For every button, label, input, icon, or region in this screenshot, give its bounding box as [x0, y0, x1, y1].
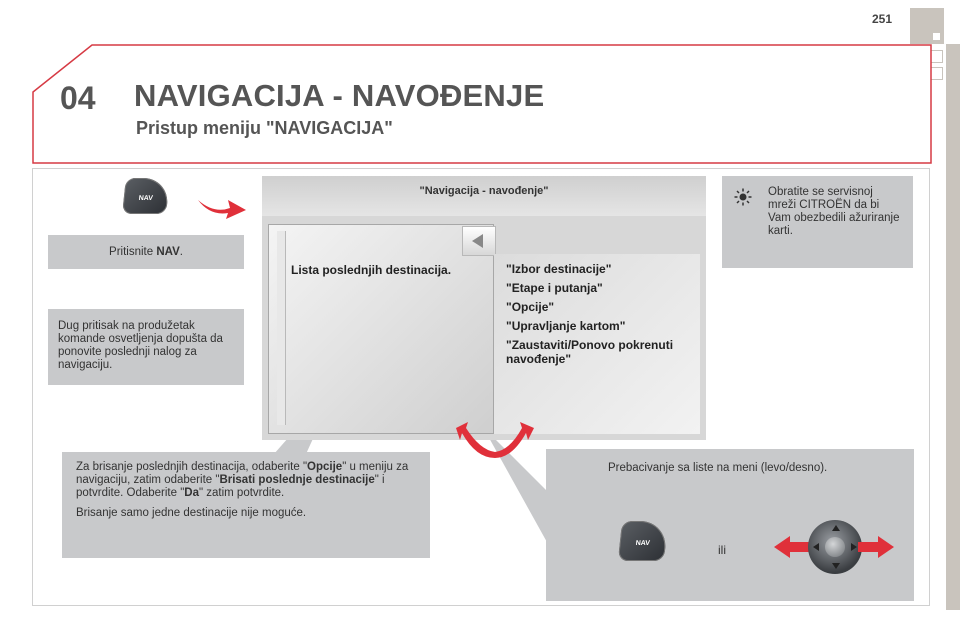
- joystick-center: [825, 537, 845, 557]
- list-scroll-strip[interactable]: [277, 231, 286, 425]
- nav-display-screen: [262, 176, 706, 440]
- joystick-right-icon: [851, 543, 857, 551]
- back-arrow-icon: [472, 234, 483, 248]
- map-update-text: Obratite se servisnoj mreži CITROËN da bi Vam obezbedili ažuriranje karti.: [768, 186, 900, 237]
- press-suffix: .: [179, 246, 183, 258]
- delete-text-2: " u meniju za navigaciju, zatim odaberite ": [76, 461, 409, 486]
- joystick-up-icon: [832, 525, 840, 531]
- chapter-number: 04: [60, 80, 96, 116]
- recent-destinations-label: Lista poslednjih destinacija.: [291, 263, 452, 277]
- delete-note: Brisanje samo jedne destinacije nije moguće.: [76, 507, 307, 519]
- curved-arrow-right-icon: [196, 190, 248, 220]
- note-switch-list-menu: [546, 449, 914, 601]
- joystick-control-icon: [808, 520, 862, 574]
- delete-bold-3: Da: [184, 487, 199, 499]
- menu-item-map-management[interactable]: "Upravljanje kartom": [506, 319, 626, 333]
- menu-item-stop-resume-guidance[interactable]: "Zaustaviti/Ponovo pokrenuti navođenje": [506, 338, 674, 366]
- chapter-subtitle: Pristup meniju "NAVIGACIJA": [136, 118, 393, 138]
- navigation-menu: [494, 254, 700, 434]
- nav-button-label: NAV: [635, 540, 651, 547]
- side-bar: [946, 44, 960, 610]
- corner-tab: [910, 8, 944, 44]
- screen-title: "Navigacija - navođenje": [262, 176, 706, 216]
- delete-text-4: " zatim potvrdite.: [198, 487, 285, 499]
- or-label: ili: [718, 543, 726, 557]
- delete-bold-1: Opcije: [307, 461, 343, 473]
- recent-destinations-panel[interactable]: [268, 224, 494, 434]
- switch-text: Prebacivanje sa liste na meni (levo/desno).: [608, 462, 828, 474]
- chapter-title: NAVIGACIJA - NAVOĐENJE: [134, 78, 545, 113]
- nav-button-label: NAV: [138, 195, 154, 202]
- note-press-nav: [48, 235, 244, 269]
- double-curved-arrow-icon: [450, 420, 540, 460]
- page-number: 251: [872, 12, 893, 26]
- menu-item-select-destination[interactable]: "Izbor destinacije": [506, 262, 612, 276]
- back-button[interactable]: [462, 226, 496, 256]
- joystick-down-icon: [832, 563, 840, 569]
- arrow-left-icon: [774, 536, 810, 558]
- sun-icon: [734, 188, 752, 206]
- menu-item-stages-route[interactable]: "Etape i putanja": [506, 281, 603, 295]
- note-long-press: Dug pritisak na produžetak komande osvetljenja dopušta da ponovite poslednji nalog za navigaciju.: [48, 309, 244, 385]
- delete-text-1: Za brisanje poslednjih destinacija, odaberite ": [76, 461, 308, 473]
- joystick-left-icon: [813, 543, 819, 551]
- delete-bold-2: Brisati poslednje destinacije: [219, 474, 375, 486]
- press-key: NAV: [156, 246, 180, 258]
- press-prefix: Pritisnite: [109, 246, 157, 258]
- delete-instructions: [76, 461, 416, 500]
- delete-text-3: " i potvrdite. Odaberite ": [76, 474, 385, 499]
- arrow-right-icon: [858, 536, 894, 558]
- note-delete-destinations: [62, 452, 430, 558]
- menu-item-options[interactable]: "Opcije": [506, 300, 555, 314]
